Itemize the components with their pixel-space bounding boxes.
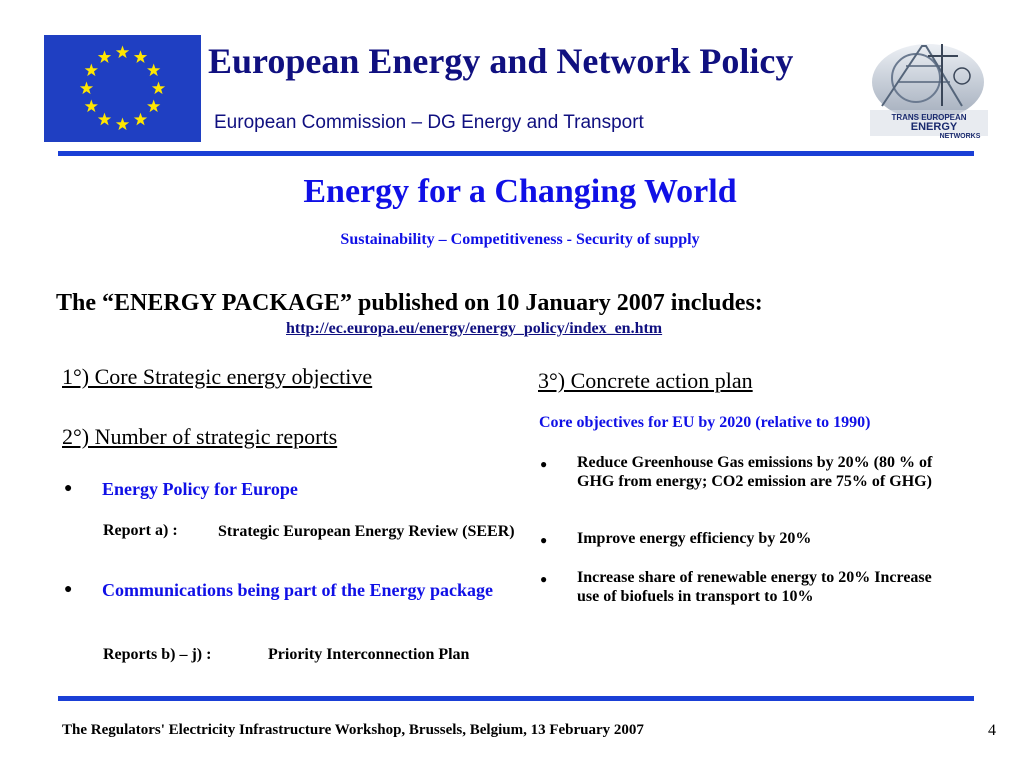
section-core-objective: 1°) Core Strategic energy objective: [62, 364, 373, 389]
bullet-energy-policy: Energy Policy for Europe: [102, 479, 298, 499]
bullet-communications: Communications being part of the Energy package: [102, 580, 493, 600]
report-a-value: Strategic European Energy Review (SEER): [218, 523, 515, 540]
page-title: European Energy and Network Policy: [208, 41, 794, 81]
bullet-dot-icon: ●: [540, 572, 548, 586]
report-bj-label: Reports b) – j) :: [103, 646, 212, 663]
objective-renewables: Increase share of renewable energy to 20% Increase use of biofuels in transport to 10%: [577, 569, 932, 605]
bottom-divider: [58, 696, 974, 701]
report-a-label: Report a) :: [103, 522, 178, 539]
footer-text: The Regulators' Electricity Infrastructure Workshop, Brussels, Belgium, 13 February 2007: [62, 722, 644, 738]
report-bj-value: Priority Interconnection Plan: [268, 646, 470, 663]
package-heading: The “ENERGY PACKAGE” published on 10 January 2007 includes:: [56, 290, 763, 316]
core-objectives-heading: Core objectives for EU by 2020 (relative to 1990): [539, 414, 871, 431]
slide-tagline: Sustainability – Competitiveness - Security of supply: [340, 231, 700, 248]
logo-text-line3: NETWORKS: [939, 133, 981, 140]
bullet-dot-icon: ●: [64, 582, 73, 597]
eu-flag-icon: [44, 35, 201, 142]
page-subtitle: European Commission – DG Energy and Transport: [214, 112, 644, 133]
top-divider: [58, 151, 974, 156]
package-link[interactable]: http://ec.europa.eu/energy/energy_policy/index_en.htm: [286, 320, 663, 337]
bullet-dot-icon: ●: [540, 533, 548, 547]
logo-text-line1: TRANS EUROPEAN: [891, 113, 967, 122]
section-action-plan: 3°) Concrete action plan: [538, 368, 753, 393]
slide-headline: Energy for a Changing World: [303, 173, 737, 210]
logo-text-line2: ENERGY: [910, 121, 958, 133]
bullet-dot-icon: ●: [64, 481, 73, 496]
eu-flag-graphic: [44, 35, 201, 142]
objective-efficiency: Improve energy efficiency by 20%: [577, 530, 812, 547]
objective-ghg: Reduce Greenhouse Gas emissions by 20% (80 % of GHG from energy; CO2 emission are 75% of GHG): [577, 454, 933, 490]
trans-european-energy-networks-logo: [862, 36, 992, 140]
bullet-dot-icon: ●: [540, 457, 548, 471]
page-number: 4: [988, 722, 996, 739]
section-strategic-reports: 2°) Number of strategic reports: [62, 424, 338, 449]
